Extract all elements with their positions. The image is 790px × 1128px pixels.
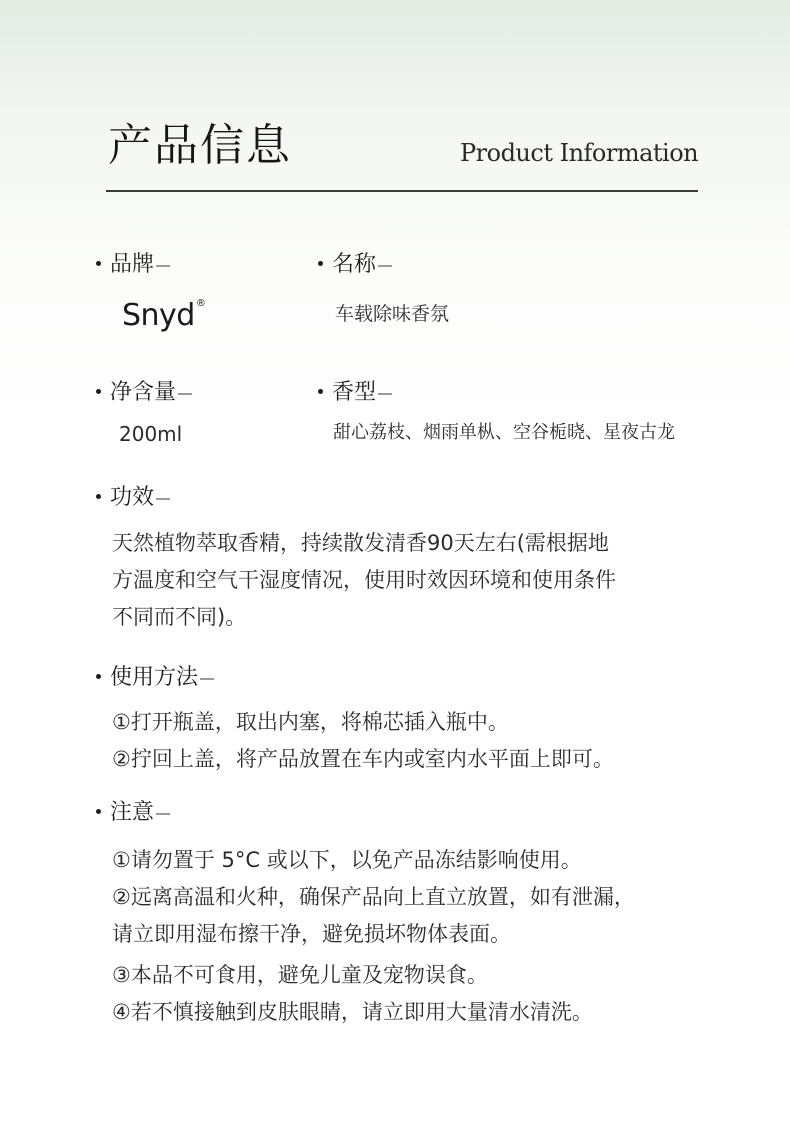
heading-tail-line: [156, 498, 170, 500]
volume-value: 200ml: [119, 422, 183, 446]
usage-step: ②拧回上盖，将产品放置在车内或室内水平面上即可。: [112, 747, 614, 771]
scent-value: 甜心荔枝、烟雨单枞、空谷栀晓、星夜古龙: [333, 422, 675, 443]
bullet-dot: [96, 809, 101, 814]
heading-tail-line: [378, 393, 392, 395]
bullet-dot: [96, 494, 101, 499]
notes-list: [112, 842, 635, 1031]
scent-heading: [318, 378, 392, 408]
notes-line: ④若不慎接触到皮肤眼睛，请立即用大量清水清洗。: [112, 1000, 593, 1024]
effect-line: 不同而不同)。: [112, 605, 247, 629]
effect-line: 方温度和空气干湿度情况，使用时效因环境和使用条件: [112, 568, 616, 592]
brand-label: 品牌: [110, 252, 155, 277]
brand-logo: [122, 292, 205, 336]
name-value: 车载除味香氛: [335, 303, 450, 325]
heading-tail-line: [156, 813, 170, 815]
notes-line: ②远离高温和火种，确保产品向上直立放置，如有泄漏，: [112, 885, 635, 909]
heading-tail-line: [178, 393, 192, 395]
name-heading: [318, 250, 392, 280]
brand-heading: [96, 250, 170, 280]
heading-tail-line: [156, 265, 170, 267]
volume-heading: [96, 378, 192, 408]
page-subtitle-en: Product Information: [460, 139, 699, 167]
effect-heading: [96, 483, 170, 513]
heading-tail-line: [200, 678, 214, 680]
effect-paragraph: [112, 525, 616, 636]
bullet-dot: [318, 389, 323, 394]
bullet-dot: [318, 261, 323, 266]
bullet-dot: [96, 674, 101, 679]
notes-line: ③本品不可食用，避免儿童及宠物误食。: [112, 963, 488, 987]
notes-label: 注意: [110, 800, 155, 825]
effect-line: 天然植物萃取香精，持续散发清香90天左右(需根据地: [112, 531, 609, 555]
usage-heading: [96, 663, 214, 693]
notes-line: 请立即用湿布擦干净，避免损坏物体表面。: [112, 922, 511, 946]
volume-label: 净含量: [110, 380, 177, 405]
notes-heading: [96, 798, 170, 828]
usage-label: 使用方法: [110, 665, 199, 690]
registered-mark: ®: [195, 298, 206, 309]
effect-label: 功效: [110, 485, 155, 510]
notes-line: ①请勿置于 5°C 或以下，以免产品冻结影响使用。: [112, 848, 582, 872]
brand-logo-text: Snyd: [122, 298, 195, 333]
usage-steps: [112, 704, 614, 778]
name-label: 名称: [332, 252, 377, 277]
scent-label: 香型: [332, 380, 377, 405]
bullet-dot: [96, 389, 101, 394]
heading-tail-line: [378, 265, 392, 267]
bullet-dot: [96, 261, 101, 266]
page-title: 产品信息: [108, 120, 292, 171]
usage-step: ①打开瓶盖，取出内塞，将棉芯插入瓶中。: [112, 710, 509, 734]
title-divider: [106, 190, 698, 192]
